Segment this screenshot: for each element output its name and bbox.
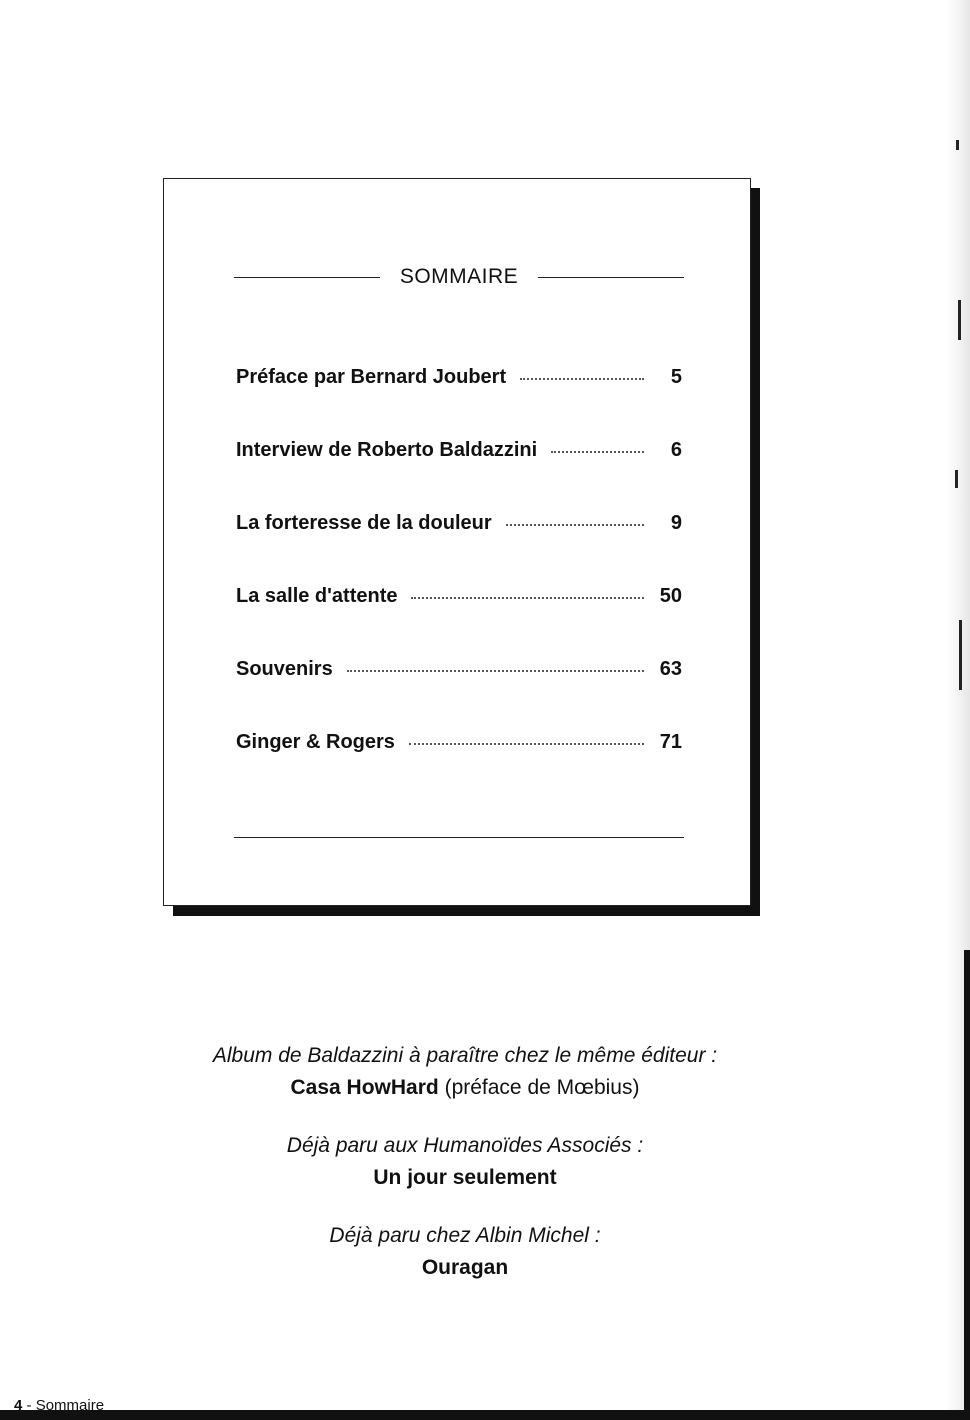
toc-entry-page: 50: [659, 585, 682, 607]
toc-entry-souvenirs: [236, 658, 682, 731]
publication-credits: [120, 1040, 810, 1310]
folio-section: Sommaire: [35, 1397, 105, 1414]
toc-entry-title: Ginger & Rogers: [236, 731, 395, 753]
toc-entry-page: 63: [659, 658, 682, 680]
upcoming-album-note: (préface de Mœbius): [444, 1076, 640, 1099]
dot-leader: [551, 451, 644, 453]
dot-leader: [506, 524, 644, 526]
toc-entry-interview: [236, 439, 682, 512]
dot-leader: [409, 743, 644, 745]
toc-entry-forteresse: [236, 512, 682, 585]
toc-list: [236, 366, 682, 804]
dot-leader: [411, 597, 644, 599]
albin-michel-title: Ouragan: [421, 1256, 509, 1279]
toc-entry-page: 71: [659, 731, 682, 753]
toc-entry-title: Préface par Bernard Joubert: [236, 366, 507, 388]
upcoming-album-line: [120, 1072, 810, 1104]
albin-michel-intro: Déjà paru chez Albin Michel :: [329, 1224, 601, 1247]
toc-entry-title: La salle d'attente: [236, 585, 398, 607]
page-bottom-edge: [0, 1410, 970, 1420]
page-folio: [14, 1397, 104, 1414]
toc-entry-title: Interview de Roberto Baldazzini: [236, 439, 538, 461]
toc-entry-ginger-rogers: [236, 731, 682, 804]
dot-leader: [347, 670, 644, 672]
table-of-contents: [163, 178, 751, 906]
heading-rule-right: [538, 277, 684, 278]
toc-bottom-rule: [234, 837, 684, 838]
toc-entry-page: 9: [670, 512, 682, 534]
upcoming-album-intro: Album de Baldazzini à paraître chez le même éditeur :: [212, 1044, 718, 1067]
toc-entry-salle-attente: [236, 585, 682, 658]
toc-entry-preface: [236, 366, 682, 439]
toc-entry-title: Souvenirs: [236, 658, 333, 680]
heading-rule-left: [234, 277, 380, 278]
dot-leader: [520, 378, 644, 380]
upcoming-album-title: Casa HowHard: [290, 1076, 439, 1099]
toc-entry-page: 6: [670, 439, 682, 461]
toc-entry-title: La forteresse de la douleur: [236, 512, 492, 534]
humanoides-intro: Déjà paru aux Humanoïdes Associés :: [286, 1134, 644, 1157]
toc-heading-row: [234, 262, 684, 292]
toc-entry-page: 5: [670, 366, 682, 388]
folio-page-number: 4: [14, 1397, 23, 1414]
folio-separator: -: [22, 1397, 36, 1414]
humanoides-title: Un jour seulement: [373, 1166, 557, 1189]
toc-heading: SOMMAIRE: [399, 265, 519, 288]
book-spine-edge: [946, 0, 970, 1420]
